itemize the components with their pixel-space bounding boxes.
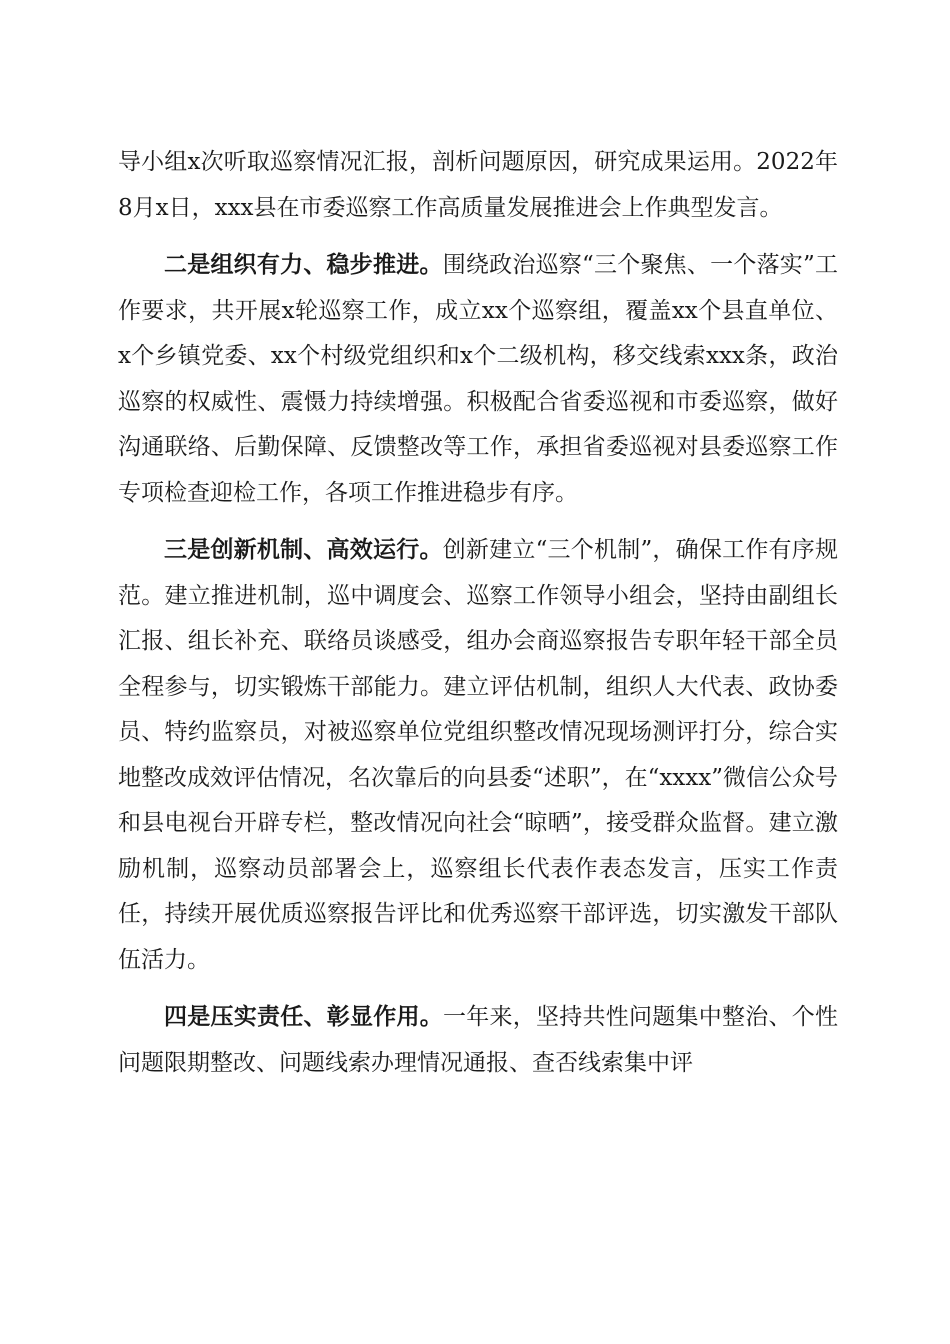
- paragraph-continuation: [118, 140, 838, 231]
- paragraph-body: 围绕政治巡察“三个聚焦、一个落实”工作要求，共开展x轮巡察工作，成立xx个巡察组，覆盖xx个县直单位、x个乡镇党委、xx个村级党组织和x个二级机构，移交线索xxx条，政治巡察的权威性、震慑力持续增强。积极配合省委巡视和市委巡察，做好沟通联络、后勤保障、反馈整改等工作，承担省委巡视对县委巡察工作专项检查迎检工作，各项工作推进稳步有序。: [118, 252, 838, 506]
- paragraph-heading: 四是压实责任、彰显作用。: [164, 1003, 443, 1030]
- paragraph-body: 导小组x次听取巡察情况汇报，剖析问题原因，研究成果运用。2022年8月x日，xxx县在市委巡察工作高质量发展推进会上作典型发言。: [118, 149, 838, 221]
- paragraph-heading: 二是组织有力、稳步推进。: [164, 251, 443, 278]
- paragraph-organization: [118, 242, 838, 516]
- document-body: [118, 140, 838, 1097]
- paragraph-responsibility: [118, 994, 838, 1086]
- paragraph-body: 一年来，坚持共性问题集中整治、个性问题限期整改、问题线索办理情况通报、查否线索集中评: [118, 1004, 838, 1076]
- paragraph-heading: 三是创新机制、高效运行。: [164, 536, 443, 563]
- paragraph-body: 创新建立“三个机制”，确保工作有序规范。建立推进机制，巡中调度会、巡察工作领导小组会，坚持由副组长汇报、组长补充、联络员谈感受，组办会商巡察报告专职年轻干部全员全程参与，切实锻炼干部能力。建立评估机制，组织人大代表、政协委员、特约监察员，对被巡察单位党组织整改情况现场测评打分，综合实地整改成效评估情况，名次靠后的向县委“述职”，在“xxxx”微信公众号和县电视台开辟专栏，整改情况向社会“晾晒”，接受群众监督。建立激励机制，巡察动员部署会上，巡察组长代表作表态发言，压实工作责任，持续开展优质巡察报告评比和优秀巡察干部评选，切实激发干部队伍活力。: [118, 537, 838, 973]
- paragraph-mechanism: [118, 527, 838, 983]
